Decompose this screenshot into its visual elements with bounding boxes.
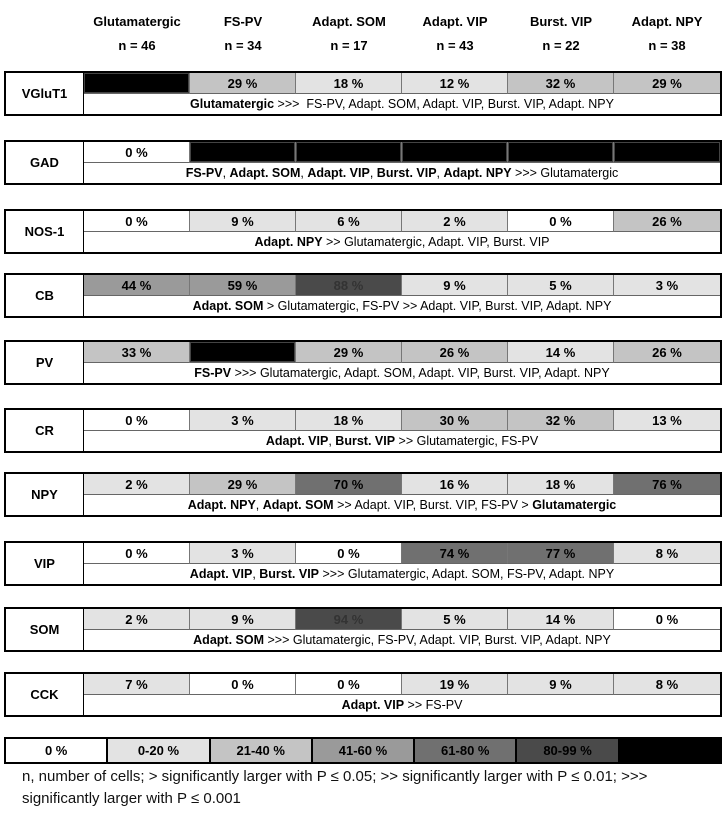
summary-group-bold: FS-PV: [194, 366, 232, 380]
summary-text: ,: [300, 166, 308, 180]
legend-swatch: 21-40 %: [211, 739, 313, 762]
summary-text: >>> Glutamatergic, Adapt. SOM, FS-PV, Adapt. NPY: [319, 567, 615, 581]
summary-group-bold: Adapt. VIP: [341, 698, 405, 712]
summary-text: >>> FS-PV, Adapt. SOM, Adapt. VIP, Burst. VIP, Adapt. NPY: [274, 97, 614, 111]
marker-label: SOM: [6, 609, 84, 650]
percentage-cell: 76 %: [614, 474, 720, 495]
percentage-cell: 8 %: [614, 543, 720, 564]
column-n: n = 34: [224, 38, 262, 53]
percentage-cell: 32 %: [508, 410, 614, 431]
percentage-cell: 88 %: [296, 275, 402, 296]
marker-label: NPY: [6, 474, 84, 515]
summary-group-bold: Adapt. SOM: [193, 633, 264, 647]
summary-group-bold: Glutamatergic: [532, 498, 617, 512]
percentage-cell: 0 %: [614, 609, 720, 630]
percentage-cells: [84, 342, 720, 363]
legend-swatch: 0 %: [6, 739, 108, 762]
marker-label: CCK: [6, 674, 84, 715]
summary-group-bold: Adapt. NPY: [443, 166, 512, 180]
percentage-cell: 3 %: [190, 543, 296, 564]
summary-text: ,: [328, 434, 336, 448]
percentage-cell: 3 %: [190, 410, 296, 431]
percentage-cell: 26 %: [614, 342, 720, 363]
column-n: n = 46: [118, 38, 156, 53]
percentage-cell: 0 %: [190, 674, 296, 695]
marker-row: [4, 140, 722, 185]
legend-swatch: 0-20 %: [108, 739, 210, 762]
summary-group-bold: Adapt. VIP: [189, 567, 253, 581]
percentage-cell: 2 %: [84, 609, 190, 630]
percentage-cell: 19 %: [402, 674, 508, 695]
percentage-cells: [84, 410, 720, 431]
column-n: n = 38: [648, 38, 686, 53]
footnote: n, number of cells; > significantly larger with P ≤ 0.05; >> significantly larger with P ≤ 0.01; >>> significantly larger with P ≤ 0.001: [22, 768, 648, 807]
summary-group-bold: Adapt. SOM: [192, 299, 264, 313]
percentage-cell: [190, 142, 296, 163]
percentage-cell: 29 %: [614, 73, 720, 94]
summary-text: >>> Glutamatergic, FS-PV, Adapt. VIP, Burst. VIP, Adapt. NPY: [264, 633, 611, 647]
marker-row: [4, 340, 722, 385]
summary-group-bold: FS-PV: [185, 166, 223, 180]
summary-text: ,: [436, 166, 444, 180]
percentage-cell: 5 %: [402, 609, 508, 630]
percentage-cell: 0 %: [84, 410, 190, 431]
significance-summary: [84, 431, 720, 451]
marker-row: [4, 541, 722, 586]
summary-text: ,: [255, 498, 263, 512]
percentage-cell: 18 %: [296, 410, 402, 431]
legend-swatch: [620, 739, 720, 762]
column-name: Burst. VIP: [529, 14, 593, 29]
percentage-cell: 9 %: [508, 674, 614, 695]
summary-group-bold: Adapt. NPY: [254, 235, 323, 249]
column-name: Adapt. VIP: [422, 14, 488, 29]
column-name: FS-PV: [223, 14, 263, 29]
percentage-cell: [402, 142, 508, 163]
percentage-cell: 30 %: [402, 410, 508, 431]
percentage-cells: [84, 543, 720, 564]
percentage-cells: [84, 73, 720, 94]
marker-row: [4, 273, 722, 318]
significance-summary: [84, 495, 720, 515]
percentage-cell: 0 %: [296, 674, 402, 695]
marker-label: CR: [6, 410, 84, 451]
percentage-cells: [84, 142, 720, 163]
percentage-cell: 59 %: [190, 275, 296, 296]
significance-summary: [84, 363, 720, 383]
percentage-cell: [190, 342, 296, 363]
summary-group-bold: Adapt. NPY: [187, 498, 256, 512]
percentage-cell: 29 %: [190, 474, 296, 495]
marker-row: [4, 209, 722, 254]
summary-text: ,: [369, 166, 377, 180]
percentage-cells: [84, 674, 720, 695]
percentage-cell: 2 %: [84, 474, 190, 495]
marker-row: [4, 672, 722, 717]
percentage-cell: 0 %: [84, 211, 190, 232]
column-name: Glutamatergic: [93, 14, 181, 29]
significance-summary: [84, 296, 720, 316]
percentage-cell: 32 %: [508, 73, 614, 94]
legend-swatch: 61-80 %: [415, 739, 517, 762]
percentage-cells: [84, 211, 720, 232]
legend-swatch: 41-60 %: [313, 739, 415, 762]
percentage-cell: 44 %: [84, 275, 190, 296]
percentage-cell: 2 %: [402, 211, 508, 232]
column-header: [189, 10, 297, 58]
summary-group-bold: Burst. VIP: [376, 166, 437, 180]
marker-row: [4, 71, 722, 116]
marker-label: VIP: [6, 543, 84, 584]
marker-label: NOS-1: [6, 211, 84, 252]
summary-text: >>> Glutamatergic: [511, 166, 619, 180]
percentage-cells: [84, 609, 720, 630]
percentage-cell: 9 %: [402, 275, 508, 296]
summary-text: >> FS-PV: [404, 698, 463, 712]
summary-text: ,: [222, 166, 230, 180]
marker-label: GAD: [6, 142, 84, 183]
significance-summary: [84, 630, 720, 650]
percentage-cell: 94 %: [296, 609, 402, 630]
summary-group-bold: Adapt. VIP: [307, 166, 370, 180]
legend-swatch: 80-99 %: [517, 739, 619, 762]
percentage-cell: 74 %: [402, 543, 508, 564]
marker-row: [4, 472, 722, 517]
summary-text: >> Glutamatergic, FS-PV: [395, 434, 539, 448]
percentage-cell: [296, 142, 402, 163]
summary-group-bold: Adapt. SOM: [262, 498, 334, 512]
percentage-cell: 70 %: [296, 474, 402, 495]
summary-group-bold: Burst. VIP: [335, 434, 396, 448]
significance-summary: [84, 564, 720, 584]
summary-text: >> Glutamatergic, Adapt. VIP, Burst. VIP: [322, 235, 550, 249]
marker-label: VGluT1: [6, 73, 84, 114]
percentage-cell: 16 %: [402, 474, 508, 495]
summary-text: >> Adapt. VIP, Burst. VIP, FS-PV >: [333, 498, 533, 512]
percentage-cell: 26 %: [614, 211, 720, 232]
percentage-cell: 0 %: [296, 543, 402, 564]
summary-text: > Glutamatergic, FS-PV >> Adapt. VIP, Burst. VIP, Adapt. NPY: [263, 299, 612, 313]
percentage-cell: 0 %: [84, 543, 190, 564]
marker-row: [4, 408, 722, 453]
summary-text: ,: [252, 567, 260, 581]
percentage-cell: 14 %: [508, 609, 614, 630]
marker-label: CB: [6, 275, 84, 316]
summary-group-bold: Glutamatergic: [190, 97, 275, 111]
marker-label: PV: [6, 342, 84, 383]
color-legend: [4, 737, 722, 764]
significance-summary: [84, 94, 720, 114]
summary-group-bold: Burst. VIP: [259, 567, 320, 581]
percentage-cell: 6 %: [296, 211, 402, 232]
percentage-cell: [508, 142, 614, 163]
column-n: n = 43: [436, 38, 474, 53]
percentage-cell: [84, 73, 190, 94]
percentage-cells: [84, 474, 720, 495]
summary-group-bold: Adapt. VIP: [265, 434, 329, 448]
percentage-cells: [84, 275, 720, 296]
column-header: [295, 10, 403, 58]
percentage-cell: 33 %: [84, 342, 190, 363]
percentage-cell: 12 %: [402, 73, 508, 94]
percentage-cell: 18 %: [296, 73, 402, 94]
summary-text: >>> Glutamatergic, Adapt. SOM, Adapt. VIP, Burst. VIP, Adapt. NPY: [231, 366, 610, 380]
percentage-cell: 3 %: [614, 275, 720, 296]
percentage-cell: [614, 142, 720, 163]
percentage-cell: 13 %: [614, 410, 720, 431]
percentage-cell: 26 %: [402, 342, 508, 363]
percentage-cell: 9 %: [190, 211, 296, 232]
column-name: Adapt. SOM: [312, 14, 386, 29]
summary-group-bold: Adapt. SOM: [229, 166, 301, 180]
column-header: [401, 10, 509, 58]
column-n: n = 17: [330, 38, 368, 53]
percentage-cell: 5 %: [508, 275, 614, 296]
column-header: [613, 10, 721, 58]
percentage-cell: 8 %: [614, 674, 720, 695]
marker-row: [4, 607, 722, 652]
percentage-cell: 29 %: [296, 342, 402, 363]
percentage-cell: 77 %: [508, 543, 614, 564]
percentage-cell: 18 %: [508, 474, 614, 495]
percentage-cell: 0 %: [84, 142, 190, 163]
column-header: [507, 10, 615, 58]
column-header: [83, 10, 191, 58]
significance-summary: [84, 232, 720, 252]
percentage-cell: 0 %: [508, 211, 614, 232]
percentage-cell: 14 %: [508, 342, 614, 363]
significance-summary: [84, 163, 720, 183]
percentage-cell: 7 %: [84, 674, 190, 695]
percentage-cell: 29 %: [190, 73, 296, 94]
significance-summary: [84, 695, 720, 715]
percentage-cell: 9 %: [190, 609, 296, 630]
column-name: Adapt. NPY: [631, 14, 703, 29]
column-n: n = 22: [542, 38, 580, 53]
